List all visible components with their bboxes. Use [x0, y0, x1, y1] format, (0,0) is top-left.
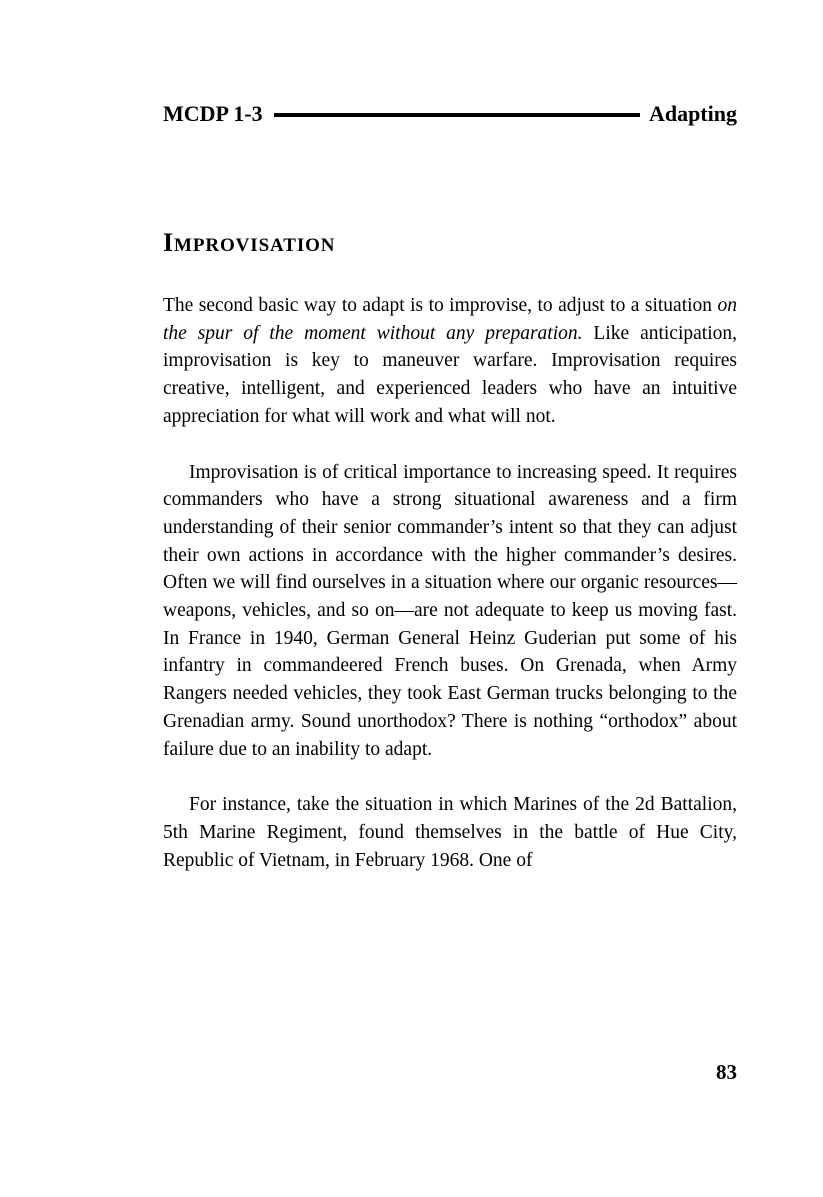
header-rule — [274, 113, 640, 117]
header-doc-id: MCDP 1-3 — [163, 101, 263, 126]
paragraph-2: Improvisation is of critical importance to increasing speed. It requires commanders who have a strong situational awareness and a firm understanding of their senior commander’s intent so that they can adjust their own actions in accordance with the higher commander’s desires. Often we will find ourselves in a situation where our organic resources—weapons, vehicles, and so on—are not adequate to keep us moving fast. In France in 1940, German General Heinz Guderian put some of his infantry in commandeered French buses. On Grenada, when Army Rangers needed vehicles, they took East German trucks belonging to the Grenadian army. Sound unorthodox? There is nothing “orthodox” about failure due to an inability to adapt. — [163, 461, 737, 760]
paragraph-1-text: The second basic way to adapt is to improvise, to adjust to a situation — [163, 295, 718, 316]
paragraph-1-text-cont: Like anticipation, improvisation is key to maneuver warfare. Improvisation requires creative, intelligent, and experienced leaders who have an intuitive appreciation for what will work and what will not. — [163, 322, 737, 427]
body-text — [163, 292, 737, 902]
header-chapter-title: Adapting — [648, 101, 737, 126]
paragraph-3: For instance, take the situation in which Marines of the 2d Battalion, 5th Marine Regiment, found themselves in the battle of Hue City, Republic of Vietnam, in February 1968. One of — [163, 794, 737, 871]
section-heading: IMPROVISATION — [163, 228, 336, 257]
page-header — [163, 101, 737, 127]
italic-phrase: on the spur of the moment without any preparation. — [163, 295, 737, 344]
page-number: 83 — [716, 1060, 737, 1084]
paragraph-1 — [163, 292, 737, 431]
